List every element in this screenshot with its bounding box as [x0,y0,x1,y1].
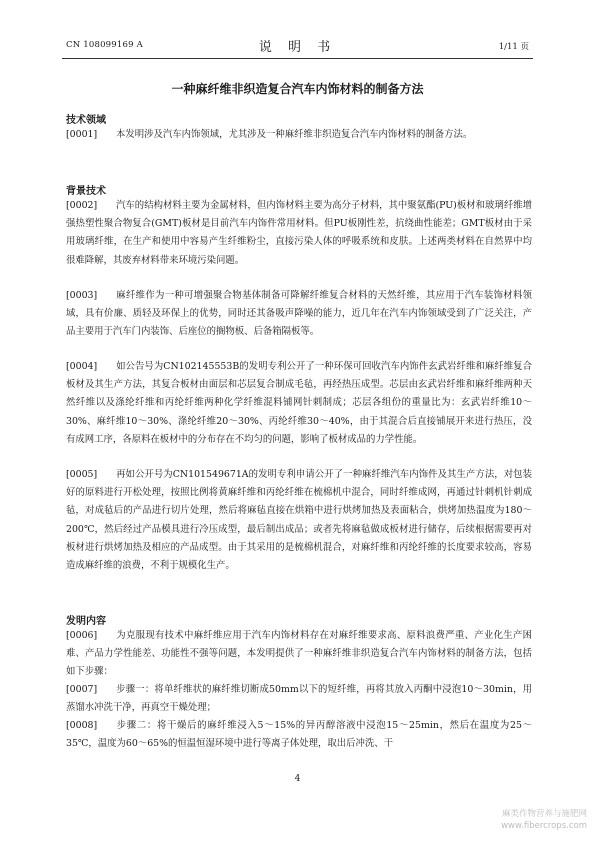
paragraph-text: 再如公开号为CN101549671A的发明专利申请公开了一种麻纤维汽车内饰件及其生产方法，对包装好的原料进行开松处理，按照比例将黄麻纤维和丙纶纤维在梳棉机中混合，同时纤维成网，再通过针刺机针刺成毡，对成毡后的产品进行切片处理，然后将麻毡直接在烘箱中进行烘烤加热及表面粘合，烘烤加热温度为180～200℃，然后经过产品模具进行冷压成型，最后制出成品；或者先将麻毡做成板材进行储存，后续根据需要再对板材进行烘烤加热及相应的产品成型。由于其采用的是梳棉机混合，对麻纤维和丙纶纤维的长度要求较高，容易造成麻纤维的浪费，不利于规模化生产。 [66,469,532,572]
paragraph-number: [0008] [66,720,98,731]
section-heading-background: 背景技术 [66,186,106,197]
watermark-url: www.fibercrops.com [501,821,587,831]
paragraph-text: 本发明涉及汽车内饰领域，尤其涉及一种麻纤维非织造复合汽车内饰材料的制备方法。 [116,129,473,140]
watermark-site-name: 麻类作物营养与施肥网 [501,809,587,819]
document-type: 说 明 书 [258,40,337,55]
paragraph-0001 [66,126,532,144]
page-header [0,38,595,54]
paragraph-text: 汽车的结构材料主要为金属材料，但内饰材料主要为高分子材料，其中聚氨酯(PU)板材和玻璃纤维增强热塑性聚合物复合(GMT)板材是目前汽车内饰件常用材料。但PU板刚性差，抗绕曲性能差；GMT板材由于采用玻璃纤维，在生产和使用中容易产生纤维粉尘，直接污染人体的呼吸系统和皮肤。上述两类材料在自然界中均很难降解，其废弃材料带来环境污染问题。 [66,200,532,266]
paragraph-0004 [66,358,532,449]
paragraph-text: 如公告号为CN102145553B的发明专利公开了一种环保可回收汽车内饰件玄武岩纤维和麻纤维复合板材及其生产方法，其复合板材由面层和芯层复合制成毛毡，再经热压成型。芯层由玄武岩纤维和麻纤维两种天然纤维以及涤纶纤维和丙纶纤维两种化学纤维混料铺网针刺制成；芯层各组份的重量比为：玄武岩纤维10～30%、麻纤维10～30%、涤纶纤维20～30%、丙纶纤维30～40%，由于其混合后直接铺展开来进行热压，没有成网工序，各原料在板材中的分布存在不均匀的问题，影响了板材成品的力学性能。 [66,361,532,445]
paragraph-0007 [66,681,532,717]
page-number: 4 [294,774,301,784]
patent-number: CN 108099169 A [66,40,143,50]
paragraph-number: [0002] [66,200,98,211]
paragraph-0006 [66,627,532,682]
paragraph-text: 为克服现有技术中麻纤维应用于汽车内饰材料存在对麻纤维要求高、原料浪费严重、产业化生产困难、产品力学性能差、功能性不强等问题，本发明提供了一种麻纤维非织造复合汽车内饰材料的制备方法，包括如下步骤： [66,630,532,678]
paragraph-number: [0006] [66,630,98,641]
paragraph-0002 [66,197,532,270]
paragraph-number: [0004] [66,361,98,372]
watermark [501,808,587,832]
paragraph-0003 [66,287,532,342]
paragraph-number: [0007] [66,684,98,695]
document-title: 一种麻纤维非织造复合汽车内饰材料的制备方法 [171,82,424,96]
paragraph-text: 步骤二：将干燥后的麻纤维浸入5～15%的异丙醇溶液中浸泡15～25min，然后在温度为25～35℃，温度为60～65%的恒温恒湿环境中进行等离子体处理，取出后冲洗、干 [66,720,532,750]
paragraph-number: [0005] [66,469,98,480]
paragraph-number: [0001] [66,129,98,140]
paragraph-text: 麻纤维作为一种可增强聚合物基体制备可降解纤维复合材料的天然纤维，其应用于汽车装饰材料领域，具有价廉、质轻及环保上的优势，同时还其备吸声降噪的能力，近几年在汽车内饰领域受到了广泛关注，产品主要用于汽车门内装饰、后座位的搁物板、后备箱隔板等。 [66,290,532,338]
paragraph-0005 [66,466,532,575]
section-heading-summary: 发明内容 [66,616,106,627]
paragraph-0008 [66,717,532,753]
paragraph-text: 步骤一：将单纤维状的麻纤维切断成50mm以下的短纤维，再将其放入丙酮中浸泡10～30min，用蒸馏水冲洗干净，再真空干燥处理； [66,684,532,714]
page-count: 1/11 页 [498,42,529,52]
paragraph-number: [0003] [66,290,98,301]
header-divider [62,58,533,59]
section-heading-tech-field: 技术领域 [66,115,106,126]
